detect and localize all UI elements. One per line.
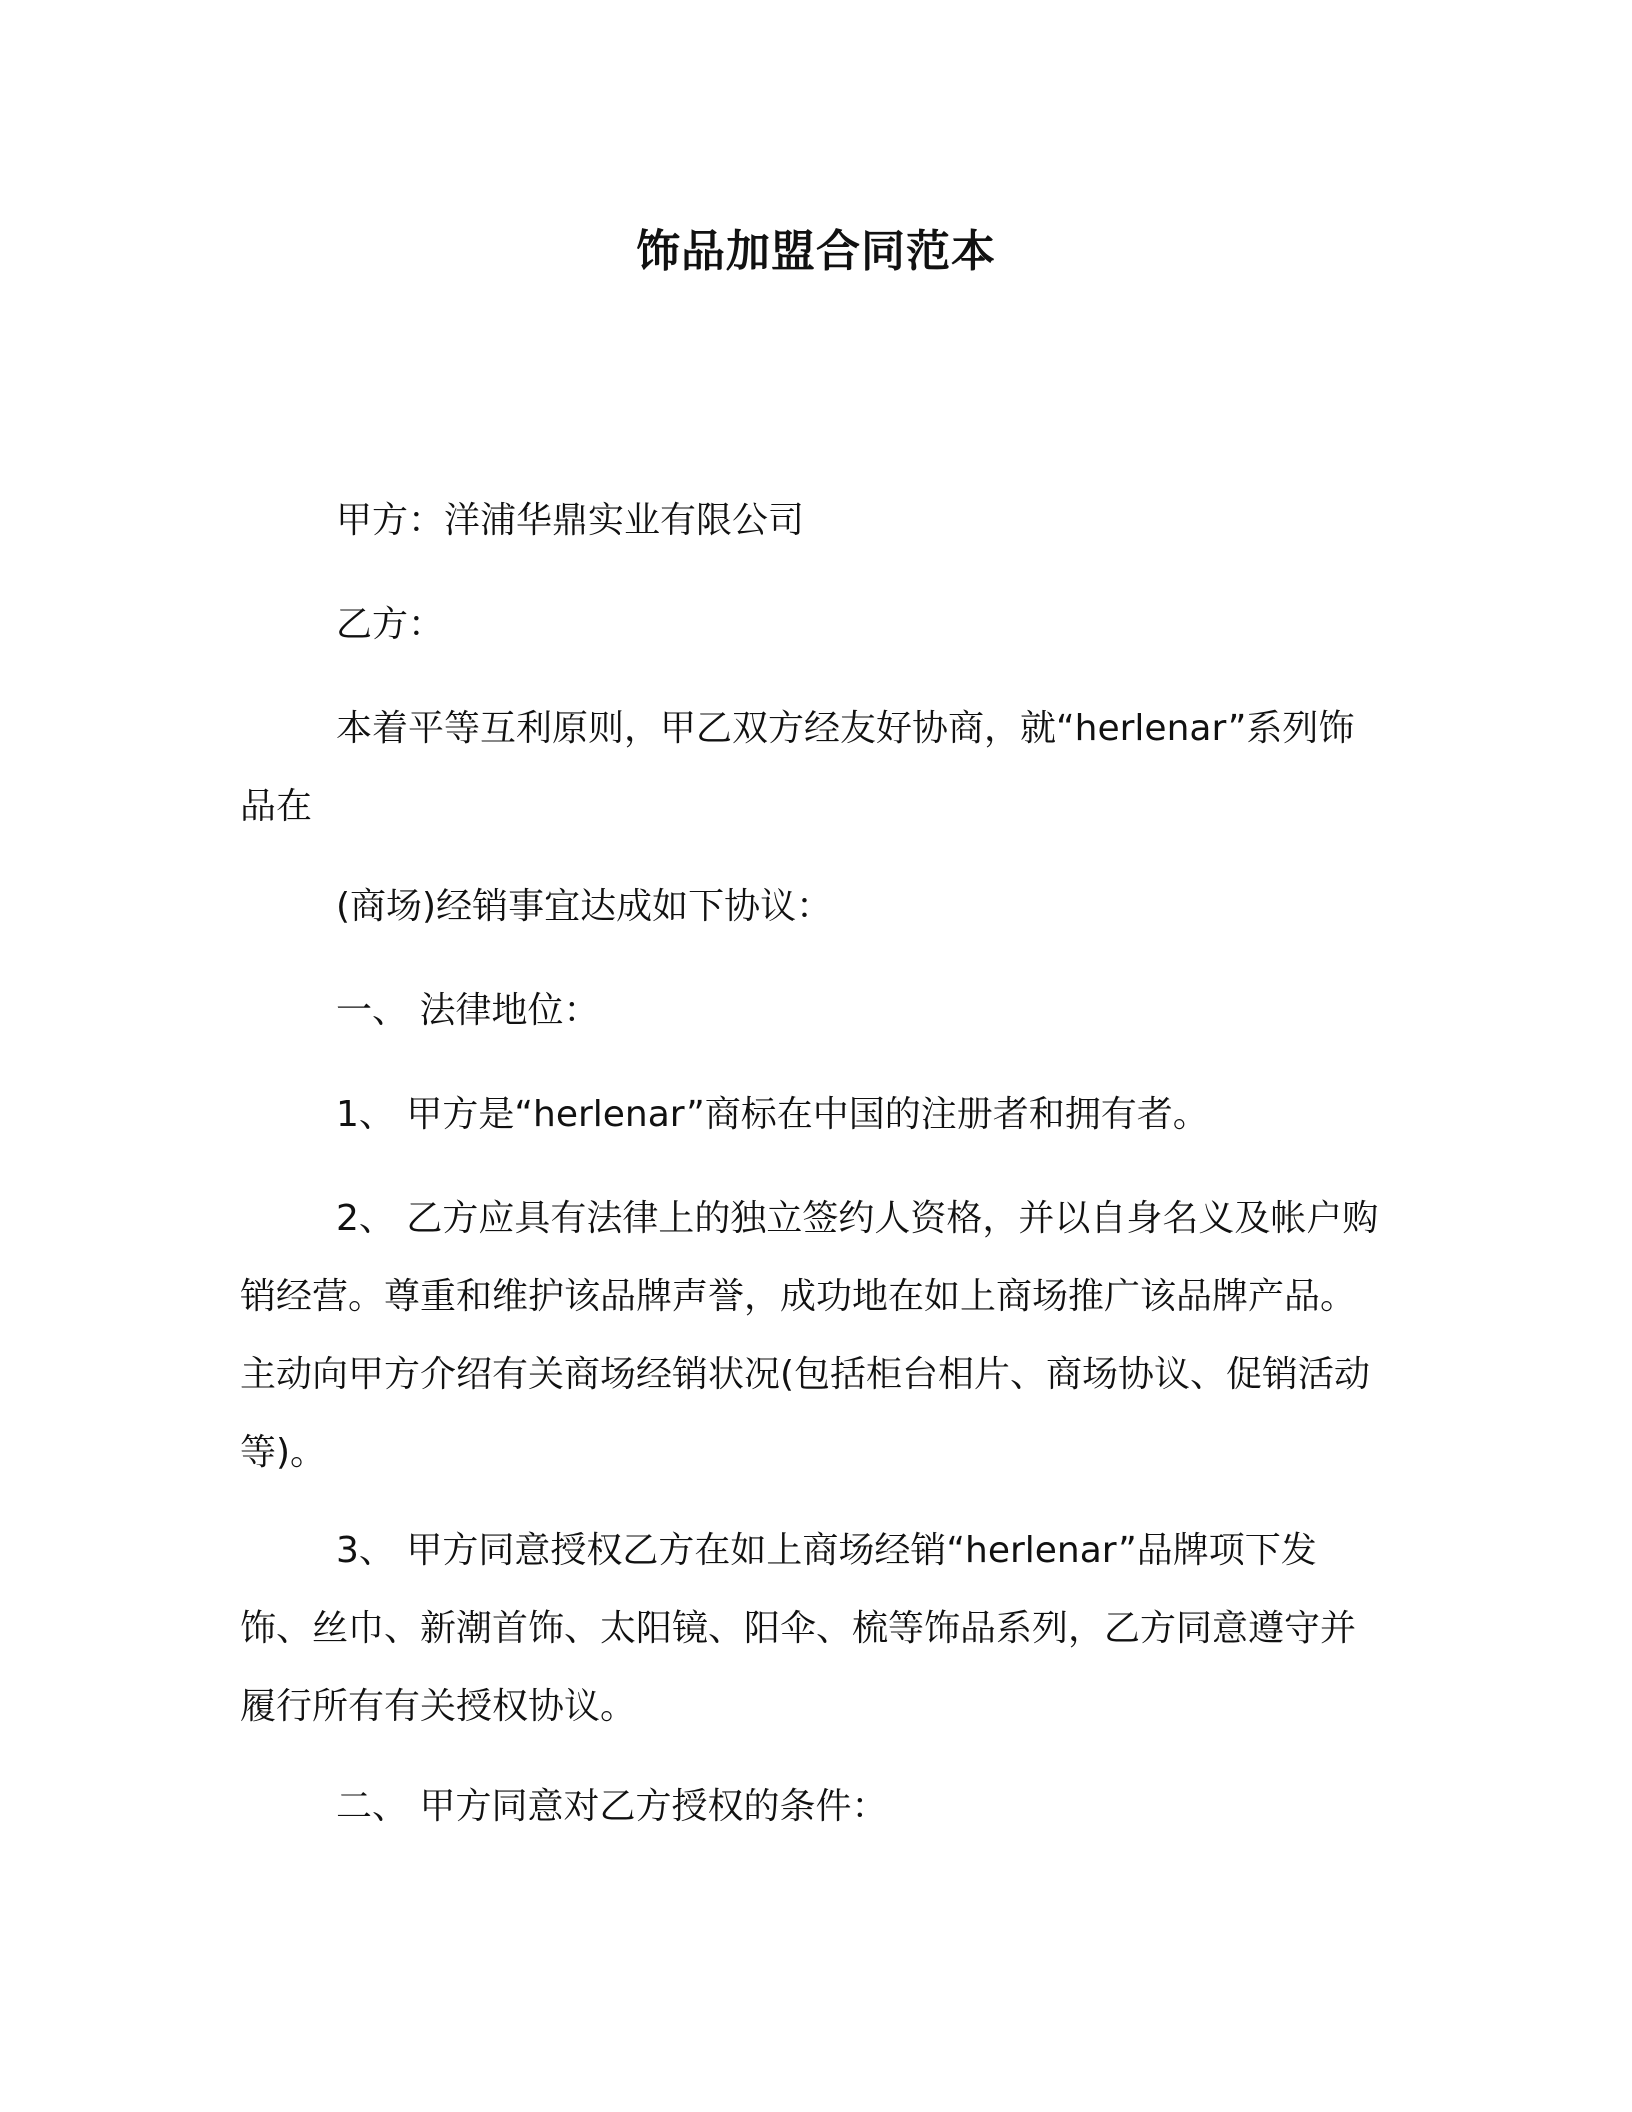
intro-paragraph: 本着平等互利原则，甲乙双方经友好协商，就“herlenar”系列饰品在 [240,708,1355,827]
document-title: 饰品加盟合同范本 [636,226,996,277]
section-2-heading: 二、 甲方同意对乙方授权的条件： [336,1786,888,1827]
party-b-line: 乙方： [336,604,445,645]
section-1-heading: 一、 法律地位： [336,990,600,1031]
clause-3: 3、 甲方同意授权乙方在如上商场经销“herlenar”品牌项下发饰、丝巾、新潮首饰、太阳镜、阳伞、梳等饰品系列，乙方同意遵守并履行所有有关授权协议。 [240,1530,1357,1727]
clause-1: 1、 甲方是“herlenar”商标在中国的注册者和拥有者。 [336,1094,1209,1135]
intro-continuation: (商场)经销事宜达成如下协议： [336,886,833,927]
party-a-line: 甲方：洋浦华鼎实业有限公司 [336,500,805,541]
clause-2: 2、 乙方应具有法律上的独立签约人资格，并以自身名义及帐户购销经营。尊重和维护该品牌声誉，成功地在如上商场推广该品牌产品。主动向甲方介绍有关商场经销状况(包括柜台相片、商场协议、促销活动等)。 [240,1198,1379,1473]
